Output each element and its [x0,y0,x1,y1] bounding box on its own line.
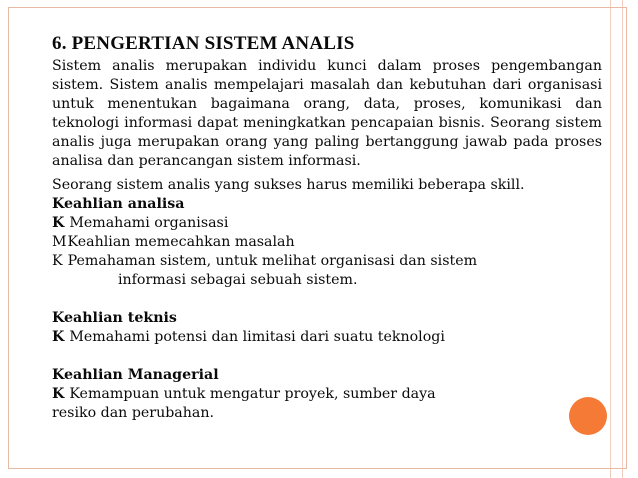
section-heading-managerial: Keahlian Managerial [52,367,219,383]
intro-paragraph: Sistem analis merupakan individu kunci dalam proses pengembangan sistem. Sistem analis mempelajari masalah dan kebutuhan dari organisasi untuk menentukan bagaimana orang, data, proses, komunikasi dan teknologi informasi dapat meningkatkan pencapaian bisnis. Seorang sistem analis juga merupakan orang yang paling bertanggung jawab pada proses analisa dan perancangan sistem informasi. [52,58,602,169]
list-item [52,385,602,404]
list-item-text: Memahami organisasi [69,215,229,231]
spacer [52,290,602,309]
bullet-glyph: K [52,329,65,345]
list-item [52,328,602,347]
list-item-text: Pemahaman sistem, untuk melihat organisasi dan sistem [67,253,478,269]
section-heading-teknis: Keahlian teknis [52,310,177,326]
bullet-glyph: K [52,386,65,402]
bullet-glyph: M [52,234,67,250]
orange-circle-decoration [569,397,607,435]
list-item-continuation: resiko dan perubahan. [52,405,215,421]
skills-intro-paragraph: Seorang sistem analis yang sukses harus memiliki beberapa skill. [52,177,525,193]
spacer [52,347,602,366]
slide-content [52,32,602,423]
list-item-text: Keahlian memecahkan masalah [67,234,295,250]
list-item [52,252,602,271]
list-item-continuation: informasi sebagai sebuah sistem. [118,272,358,288]
bullet-glyph: K [52,215,65,231]
list-item-text: Memahami potensi dan limitasi dari suatu teknologi [69,329,445,345]
list-item-text: Kemampuan untuk mengatur proyek, sumber daya [69,386,436,402]
list-item [52,233,602,252]
slide-title: 6. PENGERTIAN SISTEM ANALIS [52,33,355,54]
section-heading-analisa: Keahlian analisa [52,196,185,212]
list-item [52,214,602,233]
bullet-glyph: K [52,253,63,269]
